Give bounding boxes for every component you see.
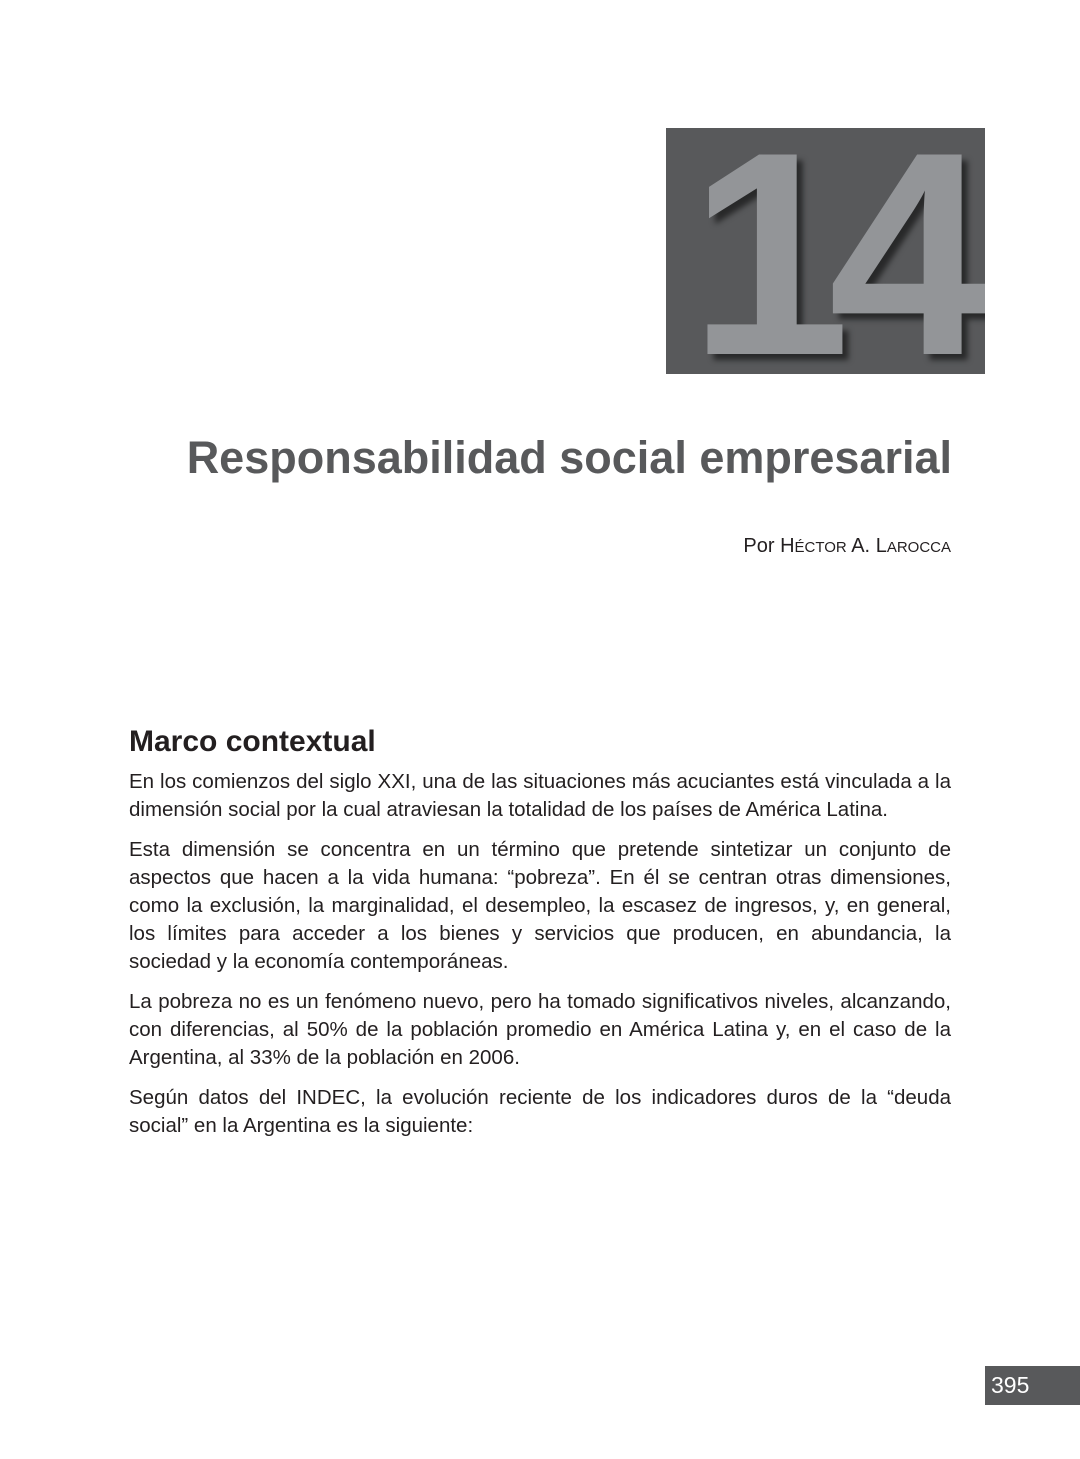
section-marco-contextual bbox=[129, 722, 951, 1152]
chapter-number-box bbox=[666, 128, 985, 374]
chapter-title: Responsabilidad social empresarial bbox=[186, 432, 952, 483]
author-last-name: LAROCCA bbox=[875, 535, 951, 557]
author-first-name: HÉCTOR bbox=[780, 535, 847, 557]
page-number: 395 bbox=[991, 1372, 1030, 1398]
paragraph: Según datos del INDEC, la evolución reciente de los indicadores duros de la “deuda social” en la Argentina es la siguiente: bbox=[129, 1086, 951, 1137]
section-heading: Marco contextual bbox=[129, 725, 376, 758]
paragraph: En los comienzos del siglo XXI, una de las situaciones más acuciantes está vinculada a la dimensión social por la cual atraviesan la totalidad de los países de América Latina. bbox=[129, 770, 951, 821]
paragraph: Esta dimensión se concentra en un término que pretende sintetizar un conjunto de aspectos que hacen a la vida humana: “pobreza”. En él se centran otras dimensiones, como la exclusión, la marginalidad, el desempleo, la escasez de ingresos, y, en general, los límites para acceder a los bienes y servicios que producen, en abundancia, la sociedad y la economía contemporáneas. bbox=[129, 838, 951, 973]
page-number-box bbox=[985, 1366, 1080, 1405]
byline-prefix: Por bbox=[743, 535, 775, 557]
chapter-number: 14 bbox=[689, 128, 968, 374]
author-middle-initial: A. bbox=[851, 535, 871, 557]
author-byline bbox=[743, 533, 951, 561]
paragraph: La pobreza no es un fenómeno nuevo, pero ha tomado significativos niveles, alcanzando, con diferencias, al 50% de la población promedio en América Latina y, en el caso de la Argentina, al 33% de la población en 2006. bbox=[129, 990, 951, 1069]
